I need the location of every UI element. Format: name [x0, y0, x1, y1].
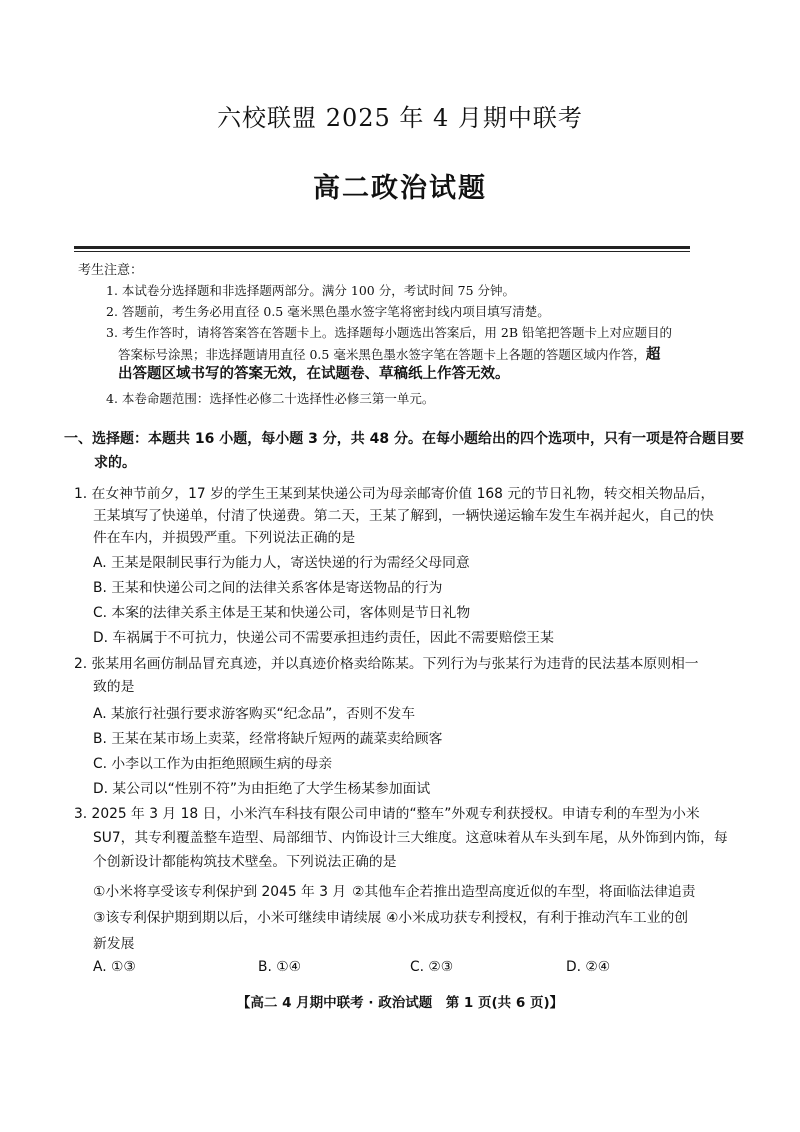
- notice-item: 4. 本卷命题范围：选择性必修二十选择性必修三第一单元。: [106, 391, 435, 406]
- question-3-option: B. ①④: [258, 959, 301, 975]
- question-1-stem: 件在车内，并损毁严重。下列说法正确的是: [93, 530, 356, 546]
- question-3-option: C. ②③: [410, 959, 454, 975]
- question-3-statement: ①小米将享受该专利保护到 2045 年 3 月: [93, 884, 347, 900]
- question-2-option: C. 小李以工作为由拒绝照顾生病的母亲: [93, 756, 333, 772]
- question-1-option: B. 王某和快递公司之间的法律关系客体是寄送物品的行为: [93, 580, 443, 596]
- thin-divider: [74, 251, 690, 252]
- question-2-option: D. 某公司以“性别不符”为由拒绝了大学生杨某参加面试: [93, 781, 431, 797]
- question-2-stem: 致的是: [93, 679, 135, 695]
- question-1-stem: 1. 在女神节前夕，17 岁的学生王某到某快递公司为母亲邮寄价值 168 元的节日礼物，转交相关物品后，: [74, 486, 715, 502]
- notice-item: [118, 343, 660, 364]
- exam-title: 六校联盟 2025 年 4 月期中联考: [217, 104, 583, 132]
- question-3-stem: SU7，其专利覆盖整车造型、局部细节、内饰设计三大维度。这意味着从车头到车尾，从外饰到内饰，每: [93, 830, 728, 846]
- notice-item-text: 答案标号涂黑；非选择题请用直径 0.5 毫米黑色墨水签字笔在答题卡上各题的答题区域内作答，: [118, 347, 646, 362]
- notice-item: 2. 答题前，考生务必用直径 0.5 毫米黑色墨水签字笔将密封线内项目填写清楚。: [106, 304, 550, 319]
- question-3-stem: 3. 2025 年 3 月 18 日，小米汽车科技有限公司申请的“整车”外观专利获授权。申请专利的车型为小米: [74, 806, 700, 822]
- thick-divider: [74, 246, 690, 249]
- notice-item-bold: 超: [645, 347, 661, 363]
- question-3-statement: ④小米成功获专利授权，有利于推动汽车工业的创: [386, 910, 689, 926]
- question-3-stem: 个创新设计都能构筑技术壁垒。下列说法正确的是: [93, 854, 397, 870]
- question-3-statement: ③该专利保护期到期以后，小米可继续申请续展: [93, 910, 382, 926]
- section-heading: 求的。: [94, 455, 136, 471]
- question-1-option: C. 本案的法律关系主体是王某和快递公司，客体则是节日礼物: [93, 605, 471, 621]
- notice-heading: 考生注意：: [78, 263, 144, 278]
- question-3-option: A. ①③: [93, 959, 136, 975]
- question-1-option: A. 王某是限制民事行为能力人，寄送快递的行为需经父母同意: [93, 555, 470, 571]
- question-2-stem: 2. 张某用名画仿制品冒充真迹，并以真迹价格卖给陈某。下列行为与张某行为违背的民法基本原则相一: [74, 656, 699, 672]
- subject-title: 高二政治试题: [313, 173, 487, 204]
- question-1-stem: 王某填写了快递单，付清了快递费。第二天，王某了解到，一辆快递运输车发生车祸并起火，自己的快: [93, 508, 714, 524]
- question-3-option: D. ②④: [566, 959, 611, 975]
- notice-item: 3. 考生作答时，请将答案答在答题卡上。选择题每小题选出答案后，用 2B 铅笔把答题卡上对应题目的: [106, 325, 672, 340]
- notice-item-bold: 出答题区域书写的答案无效，在试题卷、草稿纸上作答无效。: [118, 366, 510, 382]
- section-heading: 一、选择题：本题共 16 小题，每小题 3 分，共 48 分。在每小题给出的四个选项中，只有一项是符合题目要: [64, 431, 744, 447]
- question-2-option: B. 王某在某市场上卖菜，经常将缺斤短两的蔬菜卖给顾客: [93, 731, 443, 747]
- page-footer: 【高二 4 月期中联考 · 政治试题 第 1 页(共 6 页)】: [236, 995, 564, 1011]
- question-3-statement: ②其他车企若推出造型高度近似的车型，将面临法律追责: [352, 884, 696, 900]
- question-2-option: A. 某旅行社强行要求游客购买“纪念品”，否则不发车: [93, 706, 415, 722]
- question-3-statement: 新发展: [93, 936, 135, 952]
- notice-item: 1. 本试卷分选择题和非选择题两部分。满分 100 分，考试时间 75 分钟。: [106, 283, 516, 298]
- question-1-option: D. 车祸属于不可抗力，快递公司不需要承担违约责任，因此不需要赔偿王某: [93, 630, 554, 646]
